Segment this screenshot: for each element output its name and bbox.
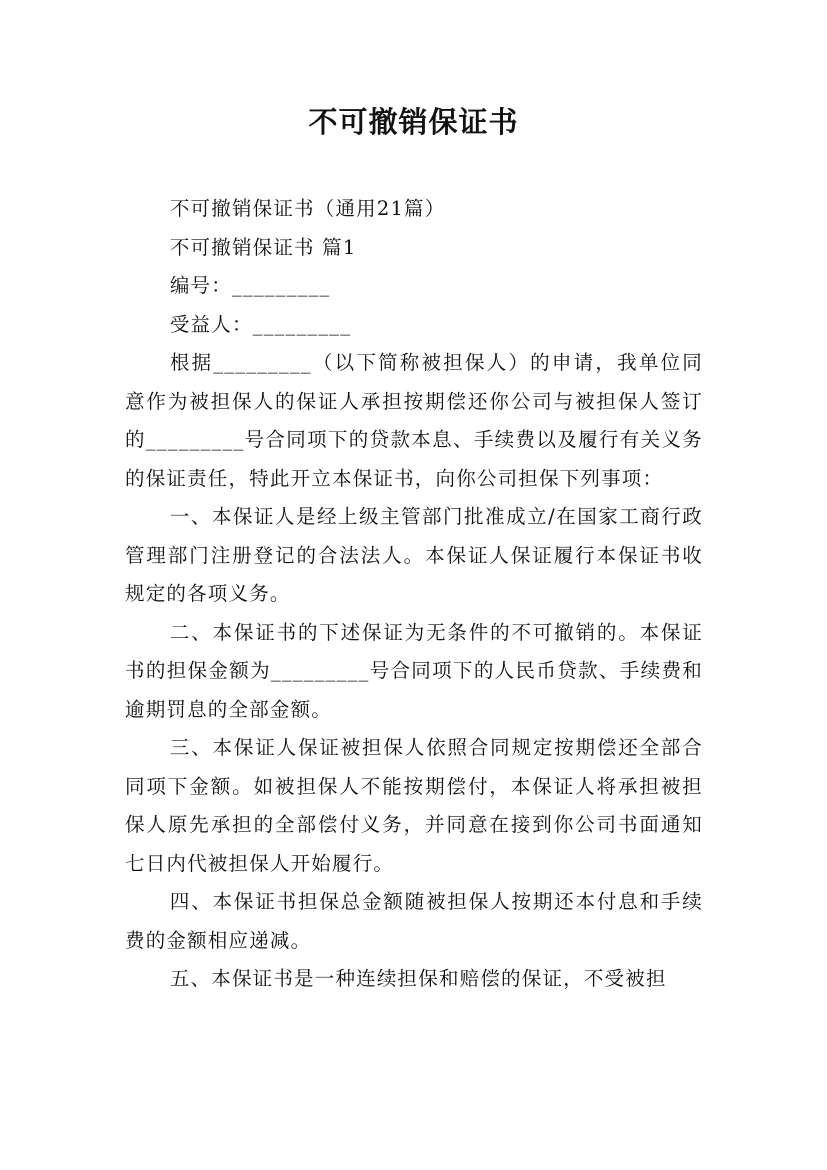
paragraph-subtitle: 不可撤销保证书（通用21篇）	[169, 197, 446, 220]
paragraph-beneficiary-field: 受益人：_________	[169, 312, 352, 336]
paragraph-clause-1: 一、本保证人是经上级主管部门批准成立/在国家工商行政管理部门注册登记的合法法人。本保证人保证履行本保证书收规定的各项义务。	[125, 505, 703, 605]
paragraph-clause-4: 四、本保证书担保总金额随被担保人按期还本付息和手续费的金额相应递减。	[125, 890, 703, 952]
paragraph-clause-3: 三、本保证人保证被担保人依照合同规定按期偿还全部合同项下金额。如被担保人不能按期偿付，本保证人将承担被担保人原先承担的全部偿付义务，并同意在接到你公司书面通知七日内代被担保人开始履行。	[125, 736, 703, 875]
paragraph-intro: 根据_________（以下简称被担保人）的申请，我单位同意作为被担保人的保证人承担按期偿还你公司与被担保人签订的_________号合同项下的贷款本息、手续费以及履行有关义务的保证责任，特此开立本保证书，向你公司担保下列事项：	[125, 351, 703, 490]
paragraph-section-heading: 不可撤销保证书 篇1	[169, 235, 357, 259]
paragraph-clause-2: 二、本保证书的下述保证为无条件的不可撤销的。本保证书的担保金额为_________号合同项下的人民币贷款、手续费和逾期罚息的全部金额。	[125, 620, 703, 721]
document-body	[125, 190, 703, 999]
document-title: 不可撤销保证书	[308, 105, 519, 139]
paragraph-clause-5: 五、本保证书是一种连续担保和赔偿的保证，不受被担	[169, 967, 667, 990]
paragraph-number-field: 编号：_________	[169, 274, 331, 297]
